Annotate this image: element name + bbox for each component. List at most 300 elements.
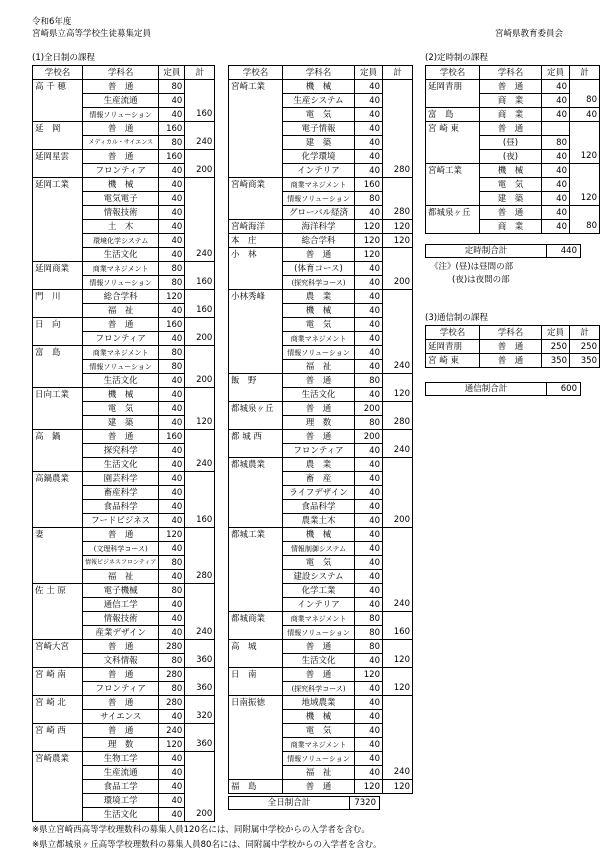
subtotal bbox=[383, 122, 413, 136]
quota: 40 bbox=[159, 458, 185, 472]
school-name bbox=[33, 108, 83, 122]
subtotal: 200 bbox=[383, 514, 413, 528]
table-row bbox=[33, 556, 215, 570]
table-row bbox=[33, 276, 215, 290]
school-name: 日南振徳 bbox=[229, 696, 283, 710]
quota: 40 bbox=[159, 332, 185, 346]
school-name bbox=[229, 192, 283, 206]
school-name bbox=[33, 304, 83, 318]
subtotal bbox=[383, 248, 413, 262]
quota: 280 bbox=[159, 668, 185, 682]
subtotal: 240 bbox=[185, 136, 215, 150]
school-name bbox=[229, 164, 283, 178]
table-row bbox=[33, 150, 215, 164]
table-row bbox=[229, 780, 413, 794]
school-name: 宮 崎 北 bbox=[33, 696, 83, 710]
column-header-school: 学校名 bbox=[229, 66, 283, 80]
school-name: 宮崎海洋 bbox=[229, 220, 283, 234]
dept-name: フロンティア bbox=[83, 682, 159, 696]
quota: 40 bbox=[355, 724, 383, 738]
dept-name: 建 築 bbox=[283, 136, 355, 150]
dept-name: 海洋科学 bbox=[283, 220, 355, 234]
parttime-total bbox=[425, 244, 581, 258]
table-row bbox=[33, 794, 215, 808]
quota: 120 bbox=[355, 668, 383, 682]
subtotal bbox=[383, 738, 413, 752]
table-row bbox=[229, 122, 413, 136]
school-name bbox=[229, 416, 283, 430]
subtotal bbox=[383, 192, 413, 206]
dept-name: 生物工学 bbox=[83, 752, 159, 766]
school-name bbox=[33, 206, 83, 220]
school-name bbox=[229, 346, 283, 360]
column-header-total: 計 bbox=[383, 66, 413, 80]
quota: 40 bbox=[355, 150, 383, 164]
subtotal: 280 bbox=[185, 570, 215, 584]
header-row bbox=[426, 326, 600, 340]
table-row bbox=[33, 220, 215, 234]
subtotal bbox=[383, 668, 413, 682]
table-row bbox=[426, 220, 600, 234]
quota: 40 bbox=[159, 402, 185, 416]
dept-name: 文科情報 bbox=[83, 654, 159, 668]
fulltime-table-left bbox=[32, 65, 215, 822]
subtotal bbox=[185, 556, 215, 570]
column-header-dept: 学科名 bbox=[283, 66, 355, 80]
quota: 40 bbox=[542, 206, 570, 220]
subtotal bbox=[570, 80, 600, 94]
header-row bbox=[426, 66, 600, 80]
column-header-dept: 学科名 bbox=[480, 326, 542, 340]
school-name bbox=[426, 192, 480, 206]
table-row bbox=[229, 668, 413, 682]
school-name bbox=[229, 318, 283, 332]
subtotal: 120 bbox=[383, 654, 413, 668]
table-row bbox=[229, 416, 413, 430]
dept-name: 生活文化 bbox=[83, 458, 159, 472]
dept-name: 商業マネジメント bbox=[283, 332, 355, 346]
quota: 40 bbox=[355, 570, 383, 584]
school-name bbox=[33, 332, 83, 346]
table-row bbox=[33, 444, 215, 458]
subtotal bbox=[383, 262, 413, 276]
table-row bbox=[33, 318, 215, 332]
dept-name: 食品工学 bbox=[83, 780, 159, 794]
quota: 80 bbox=[159, 584, 185, 598]
dept-name: 普 通 bbox=[83, 724, 159, 738]
subtotal: 240 bbox=[185, 458, 215, 472]
dept-name: 建設システム bbox=[283, 570, 355, 584]
dept-name: 情報ソリューション bbox=[283, 192, 355, 206]
school-name: 都城工業 bbox=[229, 528, 283, 542]
quota: 120 bbox=[355, 234, 383, 248]
subtotal bbox=[570, 178, 600, 192]
subtotal bbox=[185, 752, 215, 766]
table-row bbox=[229, 276, 413, 290]
school-name bbox=[33, 360, 83, 374]
subtotal: 120 bbox=[383, 234, 413, 248]
subtotal bbox=[383, 556, 413, 570]
dept-name: 電気電子 bbox=[83, 192, 159, 206]
subtotal bbox=[185, 150, 215, 164]
table-row bbox=[229, 738, 413, 752]
quota: 40 bbox=[159, 794, 185, 808]
table-row bbox=[426, 178, 600, 192]
school-name: 都城農業 bbox=[229, 458, 283, 472]
quota: 40 bbox=[355, 528, 383, 542]
subtotal bbox=[185, 472, 215, 486]
school-name bbox=[229, 444, 283, 458]
quota: 40 bbox=[355, 262, 383, 276]
column-header-quota: 定員 bbox=[355, 66, 383, 80]
table-row bbox=[426, 340, 600, 354]
dept-name: 福 祉 bbox=[283, 360, 355, 374]
subtotal: 120 bbox=[383, 220, 413, 234]
subtotal bbox=[383, 430, 413, 444]
quota: 240 bbox=[159, 724, 185, 738]
school-name bbox=[229, 710, 283, 724]
dept-name: 園芸科学 bbox=[83, 472, 159, 486]
school-name bbox=[33, 248, 83, 262]
quota: 40 bbox=[355, 500, 383, 514]
dept-name: 情報技術 bbox=[83, 612, 159, 626]
table-row bbox=[229, 164, 413, 178]
table-row bbox=[33, 766, 215, 780]
quota: 120 bbox=[355, 780, 383, 794]
school-name: 都城泉ヶ丘 bbox=[229, 402, 283, 416]
school-name bbox=[229, 626, 283, 640]
subtotal: 240 bbox=[185, 626, 215, 640]
quota: 160 bbox=[159, 150, 185, 164]
table-row bbox=[229, 500, 413, 514]
subtotal bbox=[383, 374, 413, 388]
quota: 80 bbox=[159, 556, 185, 570]
quota: 40 bbox=[355, 94, 383, 108]
dept-name: 普 通 bbox=[480, 340, 542, 354]
table-row bbox=[33, 234, 215, 248]
table-row bbox=[229, 332, 413, 346]
quota: 80 bbox=[355, 192, 383, 206]
school-name bbox=[229, 262, 283, 276]
subtotal: 120 bbox=[570, 150, 600, 164]
table-row bbox=[229, 472, 413, 486]
subtotal: 240 bbox=[185, 248, 215, 262]
subtotal: 160 bbox=[185, 304, 215, 318]
quota: 40 bbox=[355, 556, 383, 570]
dept-name: 生活文化 bbox=[83, 374, 159, 388]
dept-name: 環境工学 bbox=[83, 794, 159, 808]
table-row bbox=[229, 346, 413, 360]
school-name: 都城商業 bbox=[229, 612, 283, 626]
subtotal bbox=[383, 304, 413, 318]
table-row bbox=[33, 500, 215, 514]
subtotal bbox=[383, 136, 413, 150]
school-name: 延岡青朋 bbox=[426, 340, 480, 354]
quota: 40 bbox=[355, 752, 383, 766]
quota: 200 bbox=[355, 402, 383, 416]
dept-name: 総合学科 bbox=[83, 290, 159, 304]
quota: 40 bbox=[355, 710, 383, 724]
dept-name: 電 気 bbox=[283, 318, 355, 332]
table-row bbox=[426, 122, 600, 136]
dept-name: 生産流通 bbox=[83, 766, 159, 780]
table-row bbox=[33, 402, 215, 416]
quota: 40 bbox=[159, 374, 185, 388]
table-row bbox=[426, 94, 600, 108]
school-name bbox=[33, 136, 83, 150]
quota: 40 bbox=[355, 276, 383, 290]
column-header-quota: 定員 bbox=[159, 66, 185, 80]
school-name: 延岡工業 bbox=[33, 178, 83, 192]
column-header-total: 計 bbox=[185, 66, 215, 80]
school-name bbox=[33, 234, 83, 248]
quota: 80 bbox=[159, 360, 185, 374]
school-name: 延岡商業 bbox=[33, 262, 83, 276]
subtotal bbox=[185, 360, 215, 374]
subtotal bbox=[185, 290, 215, 304]
dept-name: サイエンス bbox=[83, 710, 159, 724]
subtotal: 360 bbox=[185, 738, 215, 752]
dept-name: 食品科学 bbox=[283, 500, 355, 514]
quota: 40 bbox=[159, 206, 185, 220]
quota: 80 bbox=[355, 612, 383, 626]
quota: 40 bbox=[159, 752, 185, 766]
dept-name: 探究科学 bbox=[83, 444, 159, 458]
dept-name: 機 械 bbox=[283, 304, 355, 318]
document-title: 宮崎県立高等学校生徒募集定員 bbox=[32, 29, 152, 39]
dept-name: 産業デザイン bbox=[83, 626, 159, 640]
dept-name: 電 気 bbox=[283, 108, 355, 122]
subtotal bbox=[185, 668, 215, 682]
dept-name: (体育コース) bbox=[283, 262, 355, 276]
dept-name: 情報ソリューション bbox=[83, 276, 159, 290]
subtotal: 120 bbox=[383, 388, 413, 402]
school-name bbox=[229, 108, 283, 122]
dept-name: 畜産科学 bbox=[83, 486, 159, 500]
school-name bbox=[33, 682, 83, 696]
school-name bbox=[229, 122, 283, 136]
dept-name: 普 通 bbox=[83, 640, 159, 654]
subtotal bbox=[383, 752, 413, 766]
quota: 350 bbox=[542, 354, 570, 368]
school-name: 日向工業 bbox=[33, 388, 83, 402]
quota: 160 bbox=[159, 318, 185, 332]
dept-name: 電 気 bbox=[83, 402, 159, 416]
quota: 80 bbox=[159, 682, 185, 696]
subtotal: 280 bbox=[383, 206, 413, 220]
dept-name: 普 通 bbox=[283, 402, 355, 416]
dept-name: 理 数 bbox=[83, 738, 159, 752]
school-name: 宮崎工業 bbox=[426, 164, 480, 178]
school-name bbox=[33, 220, 83, 234]
table-row bbox=[229, 486, 413, 500]
dept-name: 福 祉 bbox=[83, 570, 159, 584]
school-name: 高 千 穂 bbox=[33, 80, 83, 94]
quota: 40 bbox=[542, 178, 570, 192]
footnote-1: ※県立宮崎西高等学校理数科の募集人員120名には、同附属中学校からの入学者を含む。 bbox=[32, 825, 370, 835]
school-name: 宮 崎 東 bbox=[426, 122, 480, 136]
subtotal bbox=[570, 164, 600, 178]
quota: 160 bbox=[159, 430, 185, 444]
quota: 40 bbox=[159, 598, 185, 612]
table-row bbox=[229, 318, 413, 332]
table-row bbox=[33, 388, 215, 402]
school-name bbox=[33, 710, 83, 724]
table-row bbox=[229, 752, 413, 766]
quota: 40 bbox=[355, 206, 383, 220]
school-name bbox=[33, 794, 83, 808]
school-name: 日 南 bbox=[229, 668, 283, 682]
quota: 40 bbox=[355, 584, 383, 598]
dept-name: (文理科学コース) bbox=[83, 542, 159, 556]
dept-name: 普 通 bbox=[83, 696, 159, 710]
column-header-total: 計 bbox=[570, 326, 600, 340]
school-name bbox=[229, 598, 283, 612]
dept-name: 食品科学 bbox=[83, 500, 159, 514]
subtotal bbox=[383, 458, 413, 472]
table-row bbox=[33, 136, 215, 150]
table-row bbox=[229, 598, 413, 612]
table-row bbox=[229, 458, 413, 472]
dept-name: 機 械 bbox=[283, 710, 355, 724]
dept-name: 機 械 bbox=[283, 528, 355, 542]
dept-name: 商業マネジメント bbox=[283, 612, 355, 626]
dept-name: 普 通 bbox=[480, 122, 542, 136]
table-row bbox=[229, 304, 413, 318]
table-row bbox=[229, 220, 413, 234]
school-name bbox=[229, 150, 283, 164]
issuer: 宮崎県教育委員会 bbox=[495, 29, 564, 39]
table-row bbox=[229, 556, 413, 570]
subtotal bbox=[185, 696, 215, 710]
parttime-table bbox=[425, 65, 600, 234]
quota: 40 bbox=[355, 290, 383, 304]
quota: 40 bbox=[355, 514, 383, 528]
subtotal bbox=[383, 346, 413, 360]
dept-name: 商業マネジメント bbox=[83, 262, 159, 276]
quota: 120 bbox=[159, 528, 185, 542]
table-row bbox=[229, 234, 413, 248]
dept-name: 普 通 bbox=[283, 668, 355, 682]
dept-name: 電 気 bbox=[283, 556, 355, 570]
subtotal: 160 bbox=[383, 626, 413, 640]
dept-name: 化学環境 bbox=[283, 150, 355, 164]
table-row bbox=[229, 108, 413, 122]
subtotal: 280 bbox=[383, 164, 413, 178]
fulltime-section-title: (1)全日制の課程 bbox=[32, 53, 96, 63]
subtotal bbox=[185, 346, 215, 360]
quota: 250 bbox=[542, 340, 570, 354]
school-name bbox=[229, 206, 283, 220]
quota: 80 bbox=[159, 262, 185, 276]
school-name bbox=[33, 94, 83, 108]
table-row bbox=[229, 444, 413, 458]
dept-name: 商 業 bbox=[480, 94, 542, 108]
subtotal bbox=[185, 612, 215, 626]
table-row bbox=[426, 354, 600, 368]
quota: 80 bbox=[159, 80, 185, 94]
subtotal bbox=[185, 234, 215, 248]
subtotal bbox=[383, 570, 413, 584]
table-row bbox=[33, 584, 215, 598]
quota: 40 bbox=[355, 542, 383, 556]
quota: 80 bbox=[355, 374, 383, 388]
correspondence-section-title: (3)通信制の課程 bbox=[425, 313, 489, 323]
subtotal bbox=[383, 696, 413, 710]
school-name bbox=[33, 542, 83, 556]
school-name bbox=[33, 738, 83, 752]
school-name: 福 島 bbox=[229, 780, 283, 794]
subtotal: 240 bbox=[383, 766, 413, 780]
school-name bbox=[229, 584, 283, 598]
column-header-quota: 定員 bbox=[542, 326, 570, 340]
school-name bbox=[33, 486, 83, 500]
subtotal bbox=[185, 724, 215, 738]
table-row bbox=[229, 430, 413, 444]
column-header-school: 学校名 bbox=[426, 66, 480, 80]
parttime-total-value: 440 bbox=[560, 246, 577, 256]
dept-name: 福 祉 bbox=[83, 304, 159, 318]
table-row bbox=[33, 346, 215, 360]
quota: 40 bbox=[542, 108, 570, 122]
school-name bbox=[33, 626, 83, 640]
table-row bbox=[33, 598, 215, 612]
table-row bbox=[229, 262, 413, 276]
school-name: 富 島 bbox=[33, 346, 83, 360]
subtotal bbox=[383, 290, 413, 304]
dept-name: 生産システム bbox=[283, 94, 355, 108]
subtotal bbox=[185, 206, 215, 220]
table-row bbox=[229, 388, 413, 402]
table-row bbox=[426, 164, 600, 178]
table-row bbox=[426, 192, 600, 206]
dept-name: 総合学科 bbox=[283, 234, 355, 248]
subtotal: 120 bbox=[383, 780, 413, 794]
quota: 40 bbox=[542, 150, 570, 164]
subtotal bbox=[185, 780, 215, 794]
dept-name: 普 通 bbox=[283, 374, 355, 388]
school-name bbox=[229, 500, 283, 514]
quota: 40 bbox=[159, 178, 185, 192]
quota: 120 bbox=[355, 248, 383, 262]
subtotal bbox=[383, 542, 413, 556]
subtotal bbox=[383, 402, 413, 416]
school-name bbox=[229, 766, 283, 780]
quota: 40 bbox=[355, 766, 383, 780]
subtotal: 200 bbox=[185, 374, 215, 388]
subtotal bbox=[383, 178, 413, 192]
quota: 40 bbox=[355, 388, 383, 402]
table-row bbox=[229, 570, 413, 584]
header-row bbox=[229, 66, 413, 80]
quota: 160 bbox=[355, 178, 383, 192]
subtotal bbox=[185, 486, 215, 500]
subtotal bbox=[185, 794, 215, 808]
table-row bbox=[229, 374, 413, 388]
dept-name: (夜) bbox=[480, 150, 542, 164]
parttime-section-title: (2)定時制の課程 bbox=[425, 53, 489, 63]
column-header-quota: 定員 bbox=[542, 66, 570, 80]
subtotal: 40 bbox=[570, 108, 600, 122]
subtotal: 200 bbox=[185, 164, 215, 178]
school-name bbox=[33, 500, 83, 514]
subtotal: 240 bbox=[383, 444, 413, 458]
subtotal bbox=[383, 710, 413, 724]
school-name bbox=[33, 416, 83, 430]
subtotal bbox=[383, 318, 413, 332]
school-name bbox=[426, 136, 480, 150]
subtotal bbox=[383, 640, 413, 654]
